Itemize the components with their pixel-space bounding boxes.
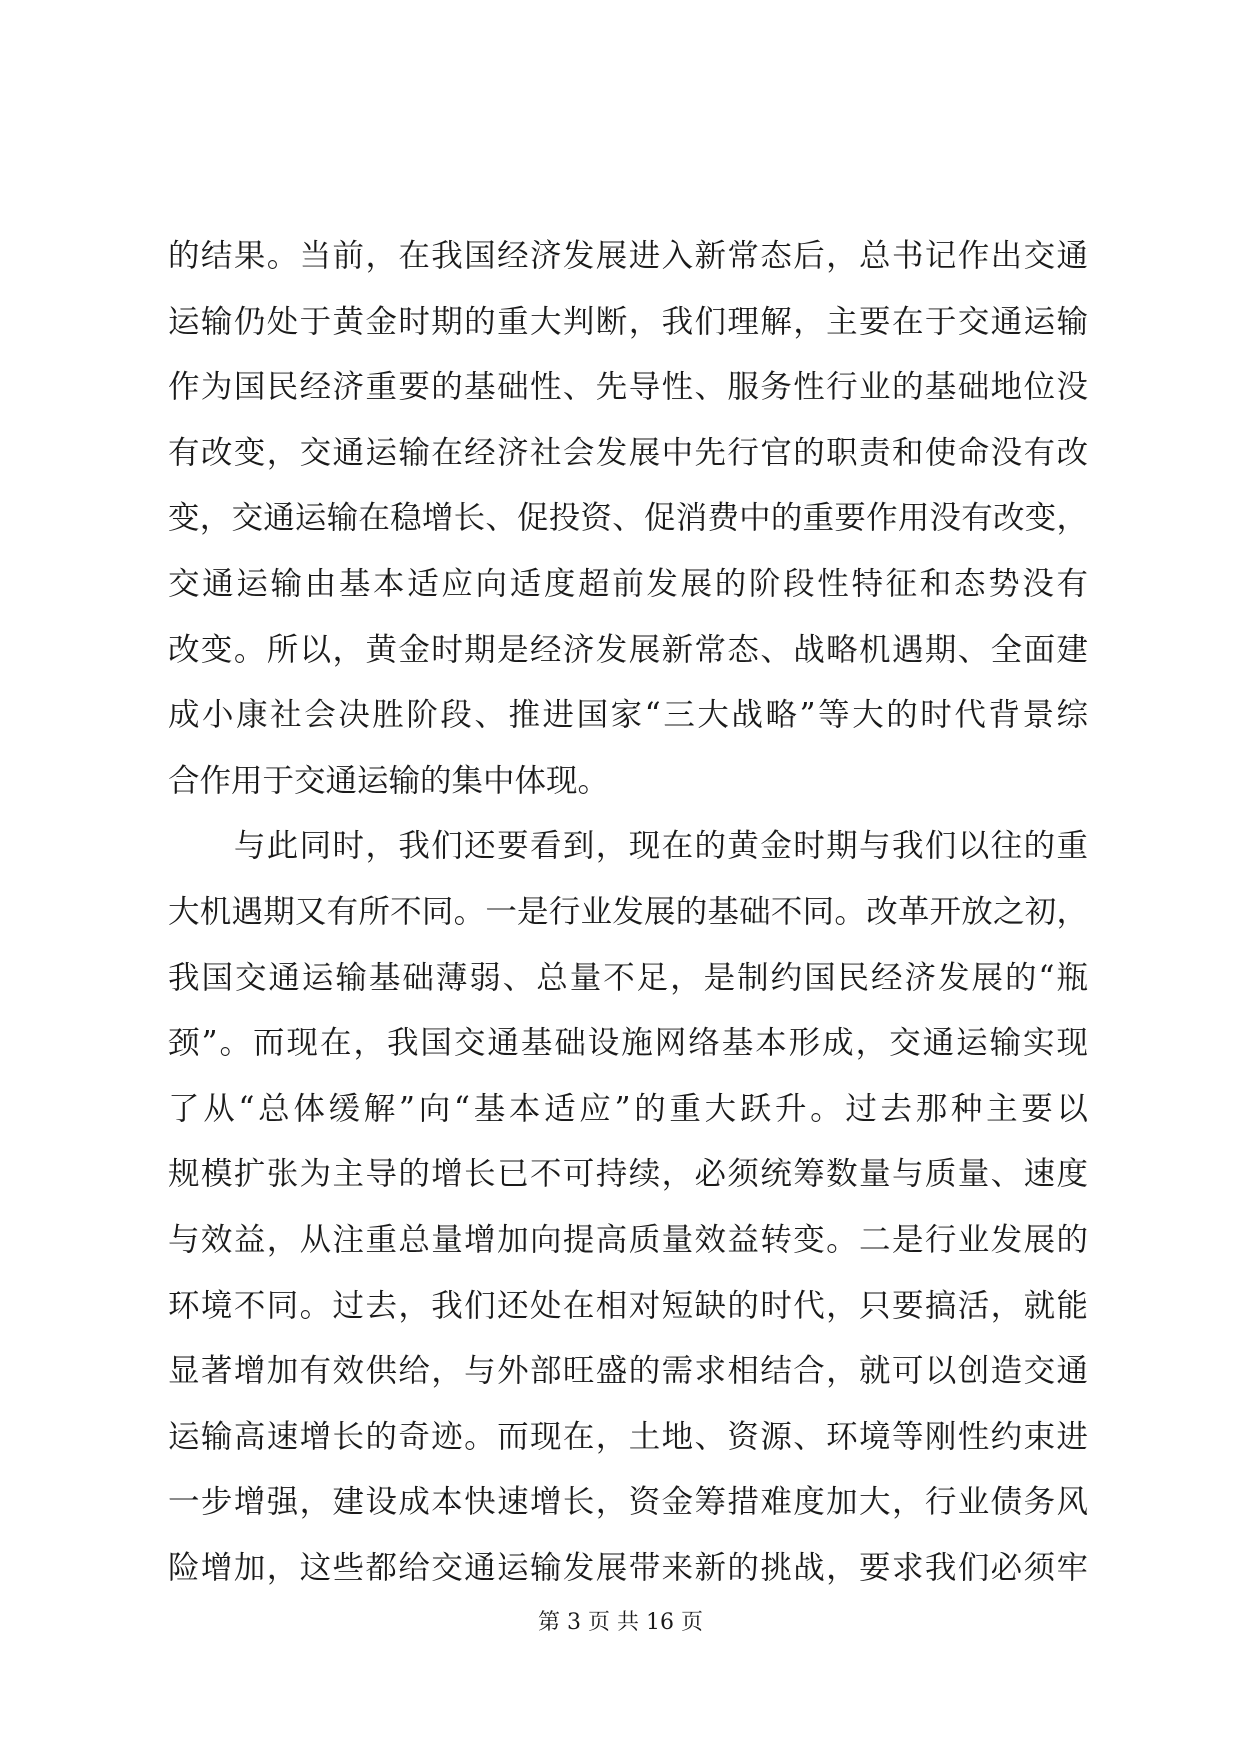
body-text — [168, 224, 1088, 1601]
text-line: 交通运输由基本适应向适度超前发展的阶段性特征和态势没有 — [168, 565, 1088, 602]
text-line: 大机遇期又有所不同。一是行业发展的基础不同。改革开放之初， — [168, 893, 1088, 930]
text-line: 颈”。而现在，我国交通基础设施网络基本形成，交通运输实现 — [168, 1025, 1088, 1062]
text-line: 我国交通运输基础薄弱、总量不足，是制约国民经济发展的“瓶 — [168, 959, 1088, 996]
text-line: 改变。所以，黄金时期是经济发展新常态、战略机遇期、全面建 — [168, 631, 1088, 668]
text-line: 有改变，交通运输在经济社会发展中先行官的职责和使命没有改 — [168, 434, 1088, 471]
text-line: 与效益，从注重总量增加向提高质量效益转变。二是行业发展的 — [168, 1221, 1088, 1258]
text-line: 运输高速增长的奇迹。而现在，土地、资源、环境等刚性约束进 — [168, 1418, 1088, 1455]
text-line: 成小康社会决胜阶段、推进国家“三大战略”等大的时代背景综 — [168, 697, 1088, 734]
text-line: 的结果。当前，在我国经济发展进入新常态后，总书记作出交通 — [168, 238, 1088, 274]
text-line: 环境不同。过去，我们还处在相对短缺的时代，只要搞活，就能 — [168, 1287, 1088, 1324]
text-line: 合作用于交通运输的集中体现。 — [168, 762, 610, 799]
text-line: 一步增强，建设成本快速增长，资金筹措难度加大，行业债务风 — [168, 1484, 1088, 1521]
text-line: 了从“总体缓解”向“基本适应”的重大跃升。过去那种主要以 — [168, 1090, 1088, 1127]
text-line: 运输仍处于黄金时期的重大判断，我们理解，主要在于交通运输 — [168, 303, 1088, 340]
text-line: 与此同时，我们还要看到，现在的黄金时期与我们以往的重 — [168, 828, 1088, 865]
text-line: 作为国民经济重要的基础性、先导性、服务性行业的基础地位没 — [168, 369, 1088, 406]
page-number-footer: 第 3 页 共 16 页 — [538, 1610, 703, 1635]
text-line: 变，交通运输在稳增长、促投资、促消费中的重要作用没有改变， — [168, 500, 1088, 537]
text-line: 显著增加有效供给，与外部旺盛的需求相结合，就可以创造交通 — [168, 1353, 1088, 1390]
text-line: 规模扩张为主导的增长已不可持续，必须统筹数量与质量、速度 — [168, 1156, 1088, 1193]
text-line: 险增加，这些都给交通运输发展带来新的挑战，要求我们必须牢 — [168, 1549, 1088, 1586]
